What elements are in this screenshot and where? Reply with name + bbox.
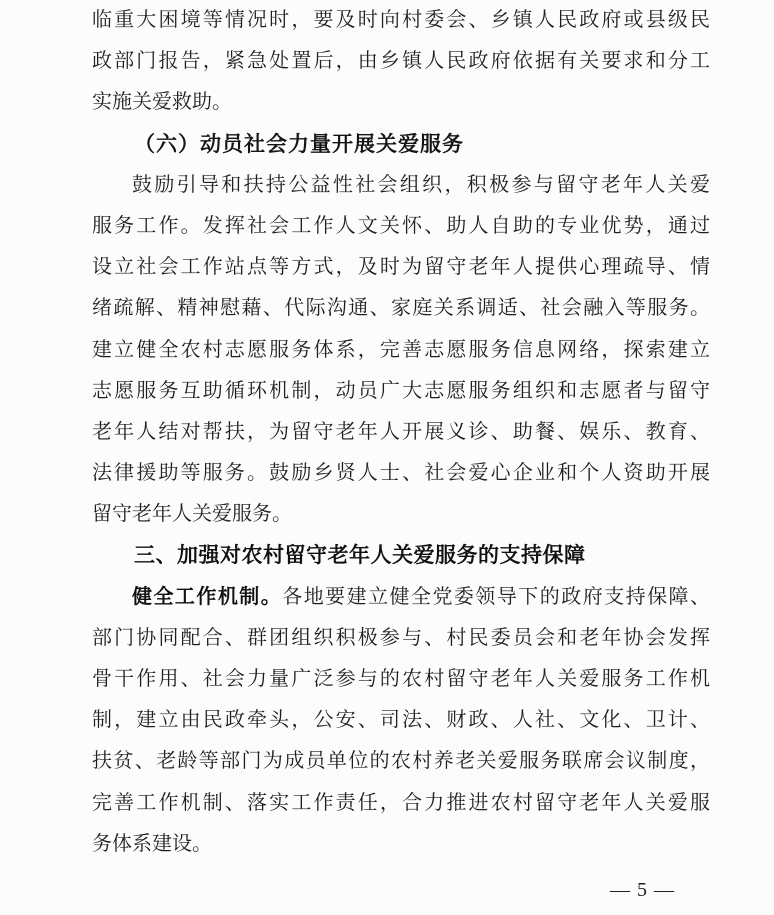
- text-segment: 各地要建立健全党委领导下的政府支持保障、: [282, 585, 711, 608]
- text-line: 制，建立由民政牵头，公安、司法、财政、人社、文化、卫计、: [92, 709, 710, 732]
- text-line: 建立健全农村志愿服务体系，完善志愿服务信息网络，探索建立: [92, 338, 710, 361]
- text-line: 扶贫、老龄等部门为成员单位的农村养老关爱服务联席会议制度，: [92, 750, 710, 773]
- text-line: 务体系建设。: [92, 832, 212, 855]
- section-heading-six: （六）动员社会力量开展关爱服务: [134, 131, 464, 156]
- text-line: [92, 577, 710, 618]
- text-line: 老年人结对帮扶，为留守老年人开展义诊、助餐、娱乐、教育、: [92, 420, 710, 443]
- text-line: 服务工作。发挥社会工作人文关怀、助人自助的专业优势，通过: [92, 214, 710, 237]
- text-line: 政部门报告，紧急处置后，由乡镇人民政府依据有关要求和分工: [92, 50, 710, 73]
- run-in-heading: 健全工作机制。: [132, 585, 283, 608]
- text-line: 完善工作机制、落实工作责任，合力推进农村留守老年人关爱服: [92, 791, 710, 814]
- text-line: 留守老年人关爱服务。: [92, 503, 292, 526]
- page-number: — 5 —: [610, 878, 675, 901]
- text-line: 法律援助等服务。鼓励乡贤人士、社会爱心企业和个人资助开展: [92, 462, 710, 485]
- text-line: 实施关爱救助。: [92, 91, 232, 114]
- text-line: 志愿服务互助循环机制，动员广大志愿服务组织和志愿者与留守: [92, 379, 710, 402]
- text-line: 鼓励引导和扶持公益性社会组织，积极参与留守老年人关爱: [132, 173, 710, 196]
- text-line: 部门协同配合、群团组织积极参与、村民委员会和老年协会发挥: [92, 626, 710, 649]
- text-line: 骨干作用、社会力量广泛参与的农村留守老年人关爱服务工作机: [92, 668, 710, 690]
- text-line: 临重大困境等情况时，要及时向村委会、乡镇人民政府或县级民: [92, 9, 710, 31]
- section-heading-three: 三、加强对农村留守老年人关爱服务的支持保障: [134, 544, 586, 568]
- text-line: 绪疏解、精神慰藉、代际沟通、家庭关系调适、社会融入等服务。: [92, 297, 710, 320]
- document-body: [92, 0, 710, 911]
- text-line: 设立社会工作站点等方式，及时为留守老年人提供心理疏导、情: [92, 256, 710, 279]
